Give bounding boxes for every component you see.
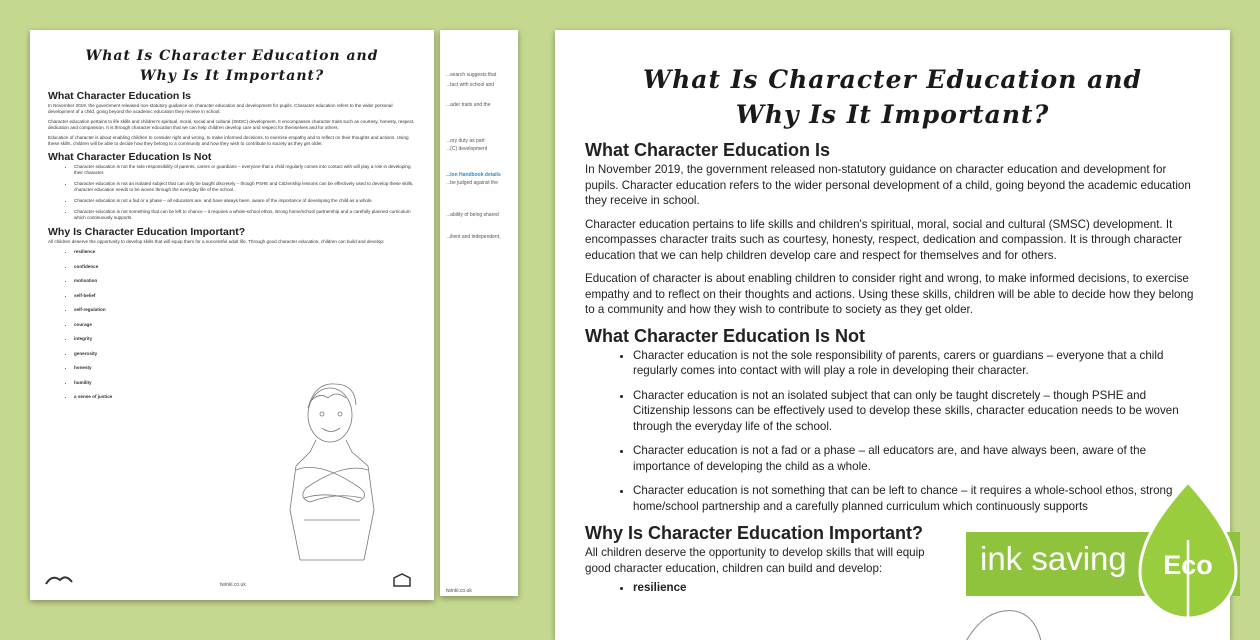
paragraph: Education of character is about enabling children to consider right and wrong, to make informed decisions, to exercise empathy and to reflect on their thoughts and actions. Using these skills, children will be able to decide how they belong to a community and how they wish to contribute to society as they get older. — [48, 135, 409, 146]
child-hugging-illustration — [260, 370, 410, 580]
title-line-1: What Is Character Education and — [85, 48, 379, 64]
section-heading-what-is-not: What Character Education Is Not — [585, 325, 866, 346]
worksheet-title — [555, 62, 1230, 132]
skill-item: • generosity — [74, 351, 416, 357]
paragraph: All children deserve the opportunity to develop skills that will equip them for a successful adult life. Through good character education, children can build and develop: — [48, 239, 385, 244]
title-line-2: Why Is It Important? — [735, 100, 1050, 129]
list-item: • Character education is not an isolated subject that can only be taught discretely – though PSHE and Citizenship lessons can be effectively used to develop these skills, character education needs to be woven through the everyday life of the school. — [74, 181, 416, 193]
paragraph: Character education pertains to life skills and children's spiritual, moral, social and cultural (SMSC) development. It encompasses character traits such as courtesy, honesty, respect, dedication and compassion. It is through character education that we can help children develop care and respect for themselves and for others. — [585, 217, 1182, 262]
skill-item: • integrity — [74, 336, 416, 342]
back-text-fragment: ...ader traits and the — [446, 102, 491, 108]
back-text-fragment: ...tact with school and — [446, 82, 495, 88]
section-heading-what-is-not: What Character Education Is Not — [48, 151, 212, 163]
back-worksheet-page — [440, 30, 518, 596]
section-heading-why-important: Why Is Character Education Important? — [48, 226, 246, 238]
list-item: • Character education is not something that can be left to chance – it requires a whole-school ethos, strong home/school partnership and a carefully planned curriculum which continuously supports — [633, 483, 1200, 514]
twinkl-logo-left — [44, 572, 74, 590]
paragraph-line: good character education, children can build and develop: — [585, 561, 883, 575]
section-heading-why-important: Why Is Character Education Important? — [585, 523, 924, 543]
paragraph-line: All children deserve the opportunity to develop skills that will equip — [585, 546, 925, 559]
worksheet-thumbnail — [30, 30, 434, 600]
list-item: • Character education is not an isolated subject that can only be taught discretely – though PSHE and Citizenship lessons can be effectively used to develop these skills, character education needs to be woven through the everyday life of the school. — [633, 388, 1200, 435]
back-text-fragment: ...ory duty as part — [446, 138, 485, 144]
skill-item: • motivation — [74, 278, 416, 284]
list-item: • Character education is not the sole responsibility of parents, carers or guardians – everyone that a child regularly comes into contact with will play a role in developing their character. — [74, 164, 416, 176]
paragraph: In November 2019, the government released non-statutory guidance on character education and development for pupils. Character education refers to the wider personal development of a child, going beyond the academic education they receive in school. — [48, 103, 393, 114]
skill-item: • honesty — [74, 365, 416, 371]
section-heading-what-is: What Character Education Is — [48, 90, 191, 102]
back-text-fragment: ...ilient and independent, — [446, 234, 501, 240]
list-item: • Character education is not the sole responsibility of parents, carers or guardians – everyone that a child regularly comes into contact with will play a role in developing their character. — [633, 348, 1200, 379]
worksheet-title — [30, 46, 434, 86]
back-text-fragment-link: ...ion Handbook details — [446, 172, 501, 178]
skill-item: • confidence — [74, 264, 416, 270]
skill-item: • self-belief — [74, 293, 416, 299]
skill-item: • humility — [74, 380, 416, 386]
skill-item: • courage — [74, 322, 416, 328]
back-footer-url: twinkl.co.uk — [446, 588, 472, 594]
eco-label: Eco — [1163, 550, 1213, 580]
ink-saving-label: ink saving — [980, 540, 1127, 577]
skill-item: • self-regulation — [74, 307, 416, 313]
eco-leaf-icon — [1138, 480, 1238, 626]
list-item: • Character education is not something that can be left to chance – it requires a whole-school ethos, strong home/school partnership and a carefully planned curriculum which continuously supports — [74, 209, 416, 221]
footer-url: twinkl.co.uk — [220, 582, 246, 588]
list-item: • Character education is not a fad or a phase – all educators are, and have always been, aware of the importance of developing the child as a whole. — [74, 198, 416, 204]
skill-item: • resilience — [633, 580, 1200, 596]
paragraph: In November 2019, the government released non-statutory guidance on character education and development for pupils. Character education refers to the wider personal development of a child, going beyond the academic education they receive in school. — [585, 163, 1191, 207]
skill-item: • resilience — [74, 249, 416, 255]
skill-item: • a sense of justice — [74, 394, 416, 400]
paragraph: Education of character is about enabling children to consider right and wrong, to make informed decisions, to exercise empathy and to reflect on their thoughts and actions. Using these skills, children will be able to decide how they belong to a community and how they wish to contribute to society as they get older. — [585, 272, 1194, 316]
section-heading-what-is: What Character Education Is — [585, 140, 831, 160]
back-text-fragment: ...search suggests that — [446, 72, 497, 78]
child-hugging-illustration — [955, 605, 1045, 640]
title-line-1: What Is Character Education and — [643, 65, 1142, 94]
back-text-fragment: ...ability of being shared — [446, 212, 499, 218]
paragraph: Character education pertains to life skills and children's spiritual, moral, social and cultural (SMSC) development. It encompasses character traits such as courtesy, honesty, respect, dedication and compassion. It is through character education that we can help children develop care and respect for themselves and for others. — [48, 119, 415, 130]
back-text-fragment: ...be judged against the — [446, 180, 498, 186]
title-line-2: Why Is It Important? — [139, 68, 325, 84]
list-item: • Character education is not a fad or a phase – all educators are, and have always been, aware of the importance of developing the child as a whole. — [633, 443, 1200, 474]
back-text-fragment: ...(C) development — [446, 146, 488, 152]
twinkl-logo-right — [390, 572, 420, 590]
